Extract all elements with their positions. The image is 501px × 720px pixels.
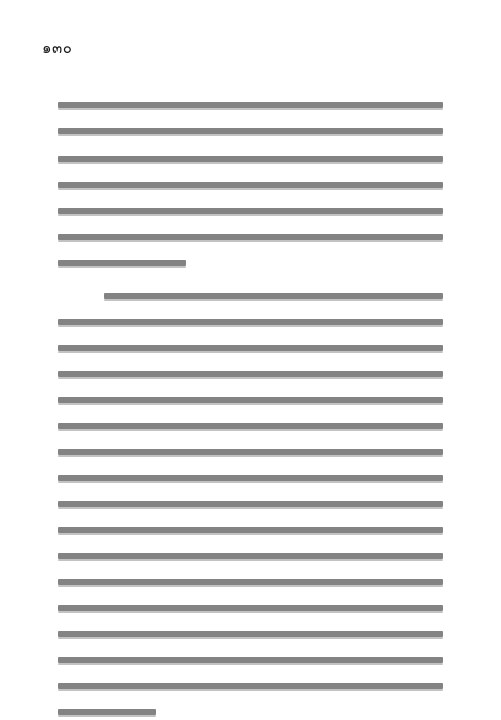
text-line [58,501,443,507]
text-line [58,657,443,663]
text-line [58,371,443,377]
text-line [58,527,443,533]
text-line [58,579,443,585]
text-line [104,293,443,299]
page-number: ๑๓๐ [42,39,73,57]
text-line [58,423,443,429]
text-line [58,709,156,715]
text-line [58,553,443,559]
text-line [58,345,443,351]
text-line [58,605,443,611]
text-line [58,449,443,455]
text-line [58,683,443,689]
text-line [58,319,443,325]
text-line [58,397,443,403]
text-line [58,631,443,637]
text-line [58,475,443,481]
